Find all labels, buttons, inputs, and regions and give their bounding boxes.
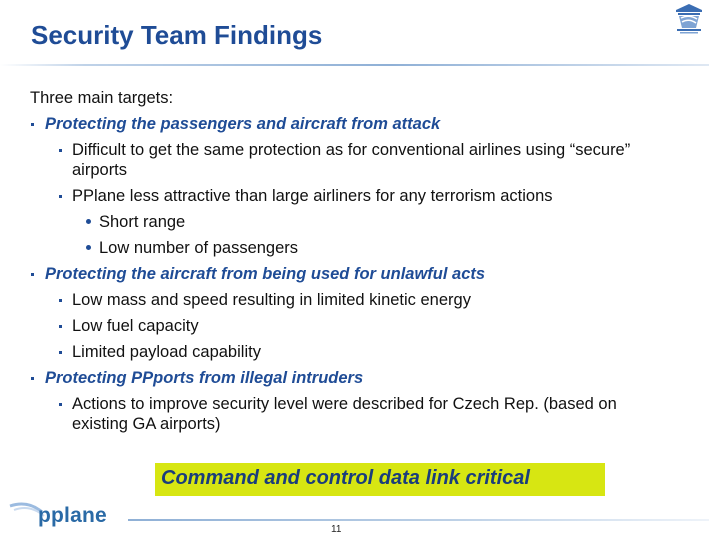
square-bullet-icon <box>59 299 62 302</box>
pplane-logo-text: pplane <box>38 504 107 527</box>
title-divider <box>0 64 709 66</box>
list-item: Limited payload capability <box>72 343 261 361</box>
list-item: Low fuel capacity <box>72 317 199 335</box>
square-bullet-icon <box>59 351 62 354</box>
list-item: Low mass and speed resulting in limited kinetic energy <box>72 291 471 309</box>
sub-list-item: Short range <box>99 213 186 231</box>
list-item: Difficult to get the same protection as for conventional airlines using “secure” <box>72 141 631 159</box>
eu-commission-logo-icon <box>672 2 706 36</box>
round-bullet-icon <box>86 245 91 250</box>
footer-divider <box>128 519 709 521</box>
square-bullet-icon <box>59 149 62 152</box>
list-item: existing GA airports) <box>72 415 221 433</box>
sub-list-item: Low number of passengers <box>99 239 299 257</box>
section-heading: Protecting the passengers and aircraft from attack <box>45 115 441 133</box>
square-bullet-icon <box>31 377 34 380</box>
list-item: airports <box>72 161 128 179</box>
list-item: Actions to improve security level were described for Czech Rep. (based on <box>72 395 617 413</box>
section-heading: Protecting the aircraft from being used for unlawful acts <box>45 265 486 283</box>
square-bullet-icon <box>59 325 62 328</box>
slide-title: Security Team Findings <box>31 20 323 50</box>
square-bullet-icon <box>59 403 62 406</box>
square-bullet-icon <box>31 123 34 126</box>
intro-text: Three main targets: <box>30 89 174 107</box>
square-bullet-icon <box>31 273 34 276</box>
round-bullet-icon <box>86 219 91 224</box>
section-heading: Protecting PPports from illegal intruders <box>45 369 364 387</box>
callout-text: Command and control data link critical <box>161 467 530 489</box>
list-item: PPlane less attractive than large airliners for any terrorism actions <box>72 187 553 205</box>
square-bullet-icon <box>59 195 62 198</box>
page-number: 11 <box>331 524 342 535</box>
